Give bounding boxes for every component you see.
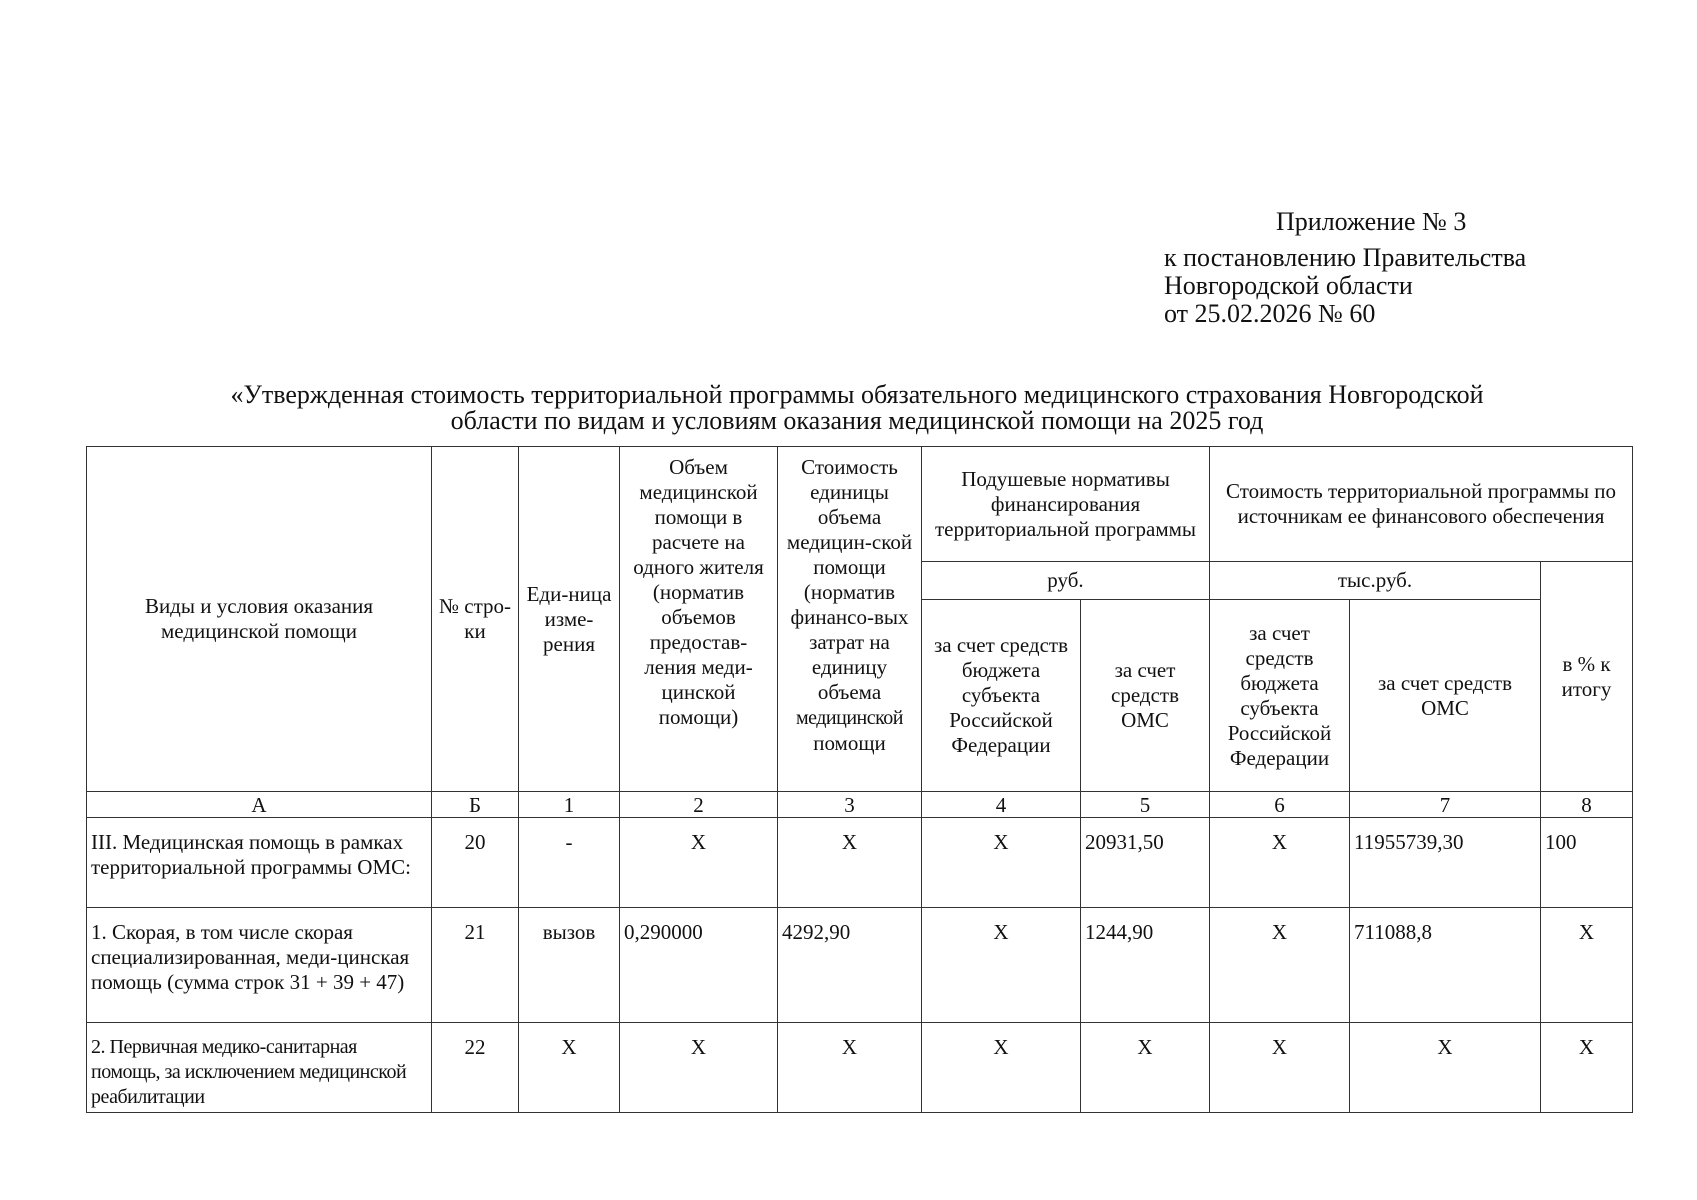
row-norm-oms: X <box>1081 1023 1210 1113</box>
document-title <box>86 382 1628 434</box>
row-percent: X <box>1541 908 1633 1023</box>
header-types: Виды и условия оказания медицинской помощи <box>87 447 432 792</box>
appendix-number: Приложение № 3 <box>1276 207 1467 236</box>
table-row <box>87 908 1633 1023</box>
column-number: 2 <box>620 792 778 818</box>
header-norm-oms: за счет средств ОМС <box>1081 600 1210 792</box>
row-name: 1. Скорая, в том числе скорая специализированная, меди-цинская помощь (сумма строк 31 + 39 + 47) <box>87 908 432 1023</box>
column-number: 7 <box>1350 792 1541 818</box>
header-percent: в % к итогу <box>1541 562 1633 792</box>
row-norm-budget: X <box>922 1023 1081 1113</box>
row-cost-budget: X <box>1210 1023 1350 1113</box>
column-number-row <box>87 792 1633 818</box>
row-unit-cost: 4292,90 <box>778 908 922 1023</box>
column-number: 5 <box>1081 792 1210 818</box>
row-cost-oms: X <box>1350 1023 1541 1113</box>
row-unit-cost: X <box>778 818 922 908</box>
row-norm-budget: X <box>922 818 1081 908</box>
appendix-header <box>1164 208 1526 328</box>
header-unit-cost: Стоимость единицы объема медицин-ской помощи (норматив финансо-вых затрат на единицу объема медицинской помощи <box>778 447 922 792</box>
table-row <box>87 1023 1633 1113</box>
header-unit-rub: руб. <box>922 562 1210 600</box>
row-unit-cost: X <box>778 1023 922 1113</box>
header-cost-oms: за счет средств ОМС <box>1350 600 1541 792</box>
column-number: 4 <box>922 792 1081 818</box>
header-norm-budget: за счет средств бюджета субъекта Российской Федерации <box>922 600 1081 792</box>
title-line-2: области по видам и условиям оказания медицинской помощи на 2025 год <box>450 406 1264 435</box>
row-percent: 100 <box>1541 818 1633 908</box>
row-line-no: 21 <box>432 908 519 1023</box>
column-number: 8 <box>1541 792 1633 818</box>
column-number: А <box>87 792 432 818</box>
appendix-line-3: от 25.02.2026 № 60 <box>1164 299 1376 328</box>
header-unit: Еди-ница изме-рения <box>519 447 620 792</box>
row-unit: - <box>519 818 620 908</box>
row-cost-budget: X <box>1210 908 1350 1023</box>
row-norm-oms: 1244,90 <box>1081 908 1210 1023</box>
row-volume: X <box>620 1023 778 1113</box>
column-number: 6 <box>1210 792 1350 818</box>
header-volume: Объем медицинской помощи в расчете на одного жителя (норматив объемов предостав-ления меди-цинской помощи) <box>620 447 778 792</box>
appendix-line-2: Новгородской области <box>1164 271 1413 300</box>
row-norm-budget: X <box>922 908 1081 1023</box>
row-norm-oms: 20931,50 <box>1081 818 1210 908</box>
row-name: 2. Первичная медико-санитарная помощь, за исключением медицинской реабилитации <box>87 1023 432 1113</box>
table-row <box>87 818 1633 908</box>
row-unit: вызов <box>519 908 620 1023</box>
row-cost-oms: 11955739,30 <box>1350 818 1541 908</box>
row-volume: 0,290000 <box>620 908 778 1023</box>
row-percent: X <box>1541 1023 1633 1113</box>
column-number: Б <box>432 792 519 818</box>
row-name: III. Медицинская помощь в рамках территориальной программы ОМС: <box>87 818 432 908</box>
column-number: 1 <box>519 792 620 818</box>
header-cost-budget: за счет средств бюджета субъекта Российской Федерации <box>1210 600 1350 792</box>
row-unit: X <box>519 1023 620 1113</box>
row-line-no: 20 <box>432 818 519 908</box>
column-number: 3 <box>778 792 922 818</box>
row-cost-oms: 711088,8 <box>1350 908 1541 1023</box>
title-line-1: «Утвержденная стоимость территориальной программы обязательного медицинского страхования Новгородской <box>230 380 1484 409</box>
row-cost-budget: X <box>1210 818 1350 908</box>
header-unit-thous: тыс.руб. <box>1210 562 1541 600</box>
row-line-no: 22 <box>432 1023 519 1113</box>
cost-table <box>86 446 1633 1113</box>
header-line-no: № стро-ки <box>432 447 519 792</box>
header-group-cost: Стоимость территориальной программы по источникам ее финансового обеспечения <box>1210 447 1633 562</box>
appendix-line-1: к постановлению Правительства <box>1164 243 1527 272</box>
header-group-norms: Подушевые нормативы финансирования территориальной программы <box>922 447 1210 562</box>
row-volume: X <box>620 818 778 908</box>
